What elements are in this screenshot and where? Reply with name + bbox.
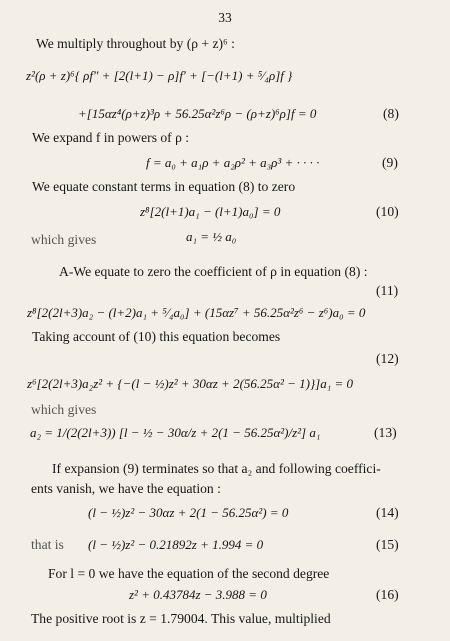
text-line-2: We expand f in powers of ρ : xyxy=(32,130,190,145)
equation-8: +[15αz⁴(ρ+z)³ρ + 56.25α²z⁶ρ − (ρ+z)⁶ρ]f = 0 xyxy=(78,106,317,121)
equation-12: z⁶[2(2l+3)a₂z² + {−(l − ½)z² + 30αz + 2(56.25α² − 1)}]a₁ = 0 xyxy=(27,376,354,391)
equation-16: z² + 0.43784z − 3.988 = 0 xyxy=(129,587,267,602)
text-line-11: For l = 0 we have the equation of the second degree xyxy=(48,566,330,581)
equation-number-11: (11) xyxy=(376,283,399,298)
text-line-10: that is xyxy=(31,537,64,552)
text-line-7: which gives xyxy=(31,402,97,417)
page-number: 33 xyxy=(218,10,232,25)
equation-15: (l − ½)z² − 0.21892z + 1.994 = 0 xyxy=(88,537,264,552)
text-line-1: We multiply throughout by (ρ + z)⁶ : xyxy=(36,36,235,51)
equation-number-13: (13) xyxy=(374,425,397,440)
text-line-9: ents vanish, we have the equation : xyxy=(31,481,221,496)
equation-number-15: (15) xyxy=(376,537,399,552)
text-line-4: which gives xyxy=(31,232,97,247)
equation-number-16: (16) xyxy=(376,587,399,602)
equation-10: z⁸[2(l+1)a₁ − (l+1)a₀] = 0 xyxy=(140,204,281,219)
equation-number-10: (10) xyxy=(376,204,399,219)
equation-number-12: (12) xyxy=(376,351,399,366)
equation-number-8: (8) xyxy=(383,106,399,121)
text-line-12: The positive root is z = 1.79004. This value, multiplied xyxy=(31,611,331,626)
equation-a1: a₁ = ½ a₀ xyxy=(186,229,237,244)
equation-14: (l − ½)z² − 30αz + 2(1 − 56.25α²) = 0 xyxy=(88,505,289,520)
equation-number-14: (14) xyxy=(376,505,399,520)
equation-13: a₂ = 1/(2(2l+3)) [l − ½ − 30α/z + 2(1 − 56.25α²)/z²] a₁ xyxy=(30,425,321,440)
equation-9: f = a₀ + a₁ρ + a₂ρ² + a₃ρ³ + · · · · xyxy=(146,155,320,170)
text-line-3: We equate constant terms in equation (8) to zero xyxy=(32,179,296,194)
text-line-6: Taking account of (10) this equation becomes xyxy=(32,329,281,344)
text-line-5: A-We equate to zero the coefficient of ρ in equation (8) : xyxy=(59,264,368,279)
text-line-8: If expansion (9) terminates so that a₂ and following coeffici- xyxy=(52,461,381,476)
equation-number-9: (9) xyxy=(382,155,398,170)
equation-line-1: z²(ρ + z)⁶{ ρf″ + [2(l+1) − ρ]f′ + [−(l+1) + ⁵⁄₄ρ]f } xyxy=(26,68,293,83)
equation-11: z⁸[2(2l+3)a₂ − (l+2)a₁ + ⁵⁄₄a₀] + (15αz⁷ + 56.25α²z⁶ − z⁶)a₀ = 0 xyxy=(27,305,366,320)
